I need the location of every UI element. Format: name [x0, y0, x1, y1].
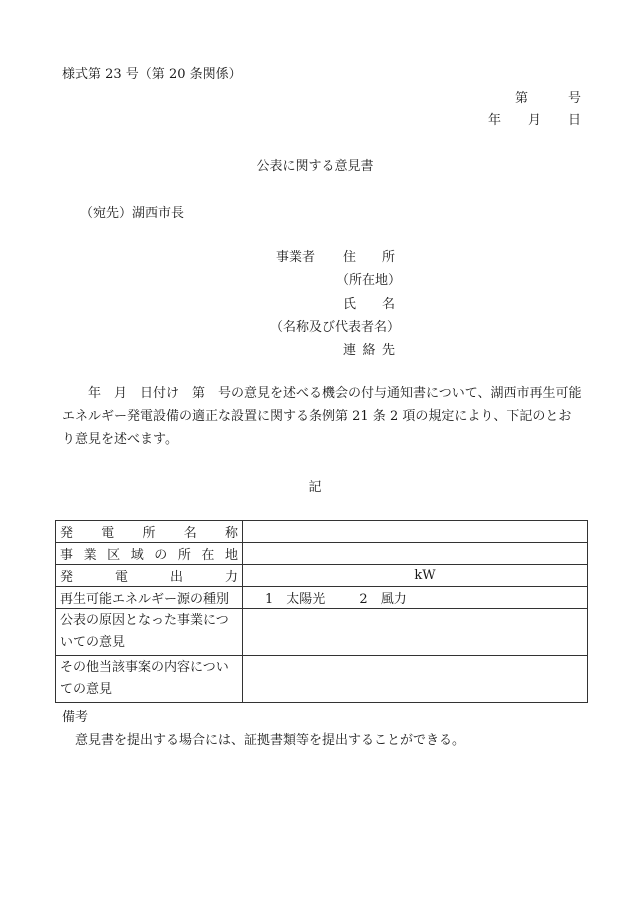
label-char: 業 [83, 548, 97, 563]
energy-type-label: 再生可能エネルギー源の種別 [56, 587, 243, 609]
power-output-label [56, 565, 243, 587]
body-paragraph: 年 月 日付け 第 号の意見を述べる機会の付与通知書について、湖西市再生可能エネルギー発電設備の適正な設置に関する条例第 21 条 2 項の規定により、下記のとおり意見を述べます。 [62, 386, 582, 447]
option-solar[interactable]: 1 太陽光 [265, 592, 326, 607]
label-char: 在 [201, 548, 215, 563]
label-char: 電 [101, 526, 115, 541]
org-name-label: （名称及び代表者名） [270, 320, 401, 335]
contact-char: 先 [381, 343, 395, 358]
kw-unit: kW [414, 568, 436, 583]
contact-char: 連 [343, 343, 357, 358]
table-row [56, 521, 588, 543]
applicant-label: 事業者 [276, 250, 316, 265]
label-char: の [154, 548, 168, 563]
address-char: 所 [381, 250, 395, 265]
location-label: （所在地） [336, 273, 402, 288]
publication-cause-opinion-field[interactable] [243, 609, 588, 656]
remarks-heading: 備考 [62, 710, 89, 725]
project-area-location-field[interactable] [243, 543, 588, 565]
label-char: 出 [169, 570, 183, 585]
power-output-field[interactable] [243, 565, 588, 587]
date-line [488, 113, 581, 129]
other-opinion-label: その他当該事案の内容についての意見 [56, 656, 243, 703]
address-char: 住 [343, 250, 357, 265]
power-plant-name-field[interactable] [243, 521, 588, 543]
option-wind[interactable]: 2 風力 [359, 592, 407, 607]
date-year: 年 [488, 113, 502, 128]
label-char: 区 [107, 548, 121, 563]
document-title: 公表に関する意見書 [256, 159, 374, 174]
power-plant-name-label [56, 521, 243, 543]
ki-heading: 記 [308, 480, 322, 495]
label-char: 域 [130, 548, 144, 563]
label-char: 力 [224, 570, 238, 585]
name-char: 名 [381, 297, 395, 312]
table-row [56, 587, 588, 609]
date-day: 日 [567, 113, 581, 128]
date-month: 月 [527, 113, 541, 128]
addressee: （宛先）湖西市長 [80, 206, 185, 221]
remarks-text: 意見書を提出する場合には、証拠書類等を提出することができる。 [75, 733, 466, 748]
label-char: 発 [60, 526, 74, 541]
contact-char: 絡 [362, 343, 376, 358]
label-char: 事 [60, 548, 74, 563]
publication-cause-opinion-label: 公表の原因となった事業についての意見 [56, 609, 243, 656]
label-char: 地 [224, 548, 238, 563]
project-area-location-label [56, 543, 243, 565]
energy-type-options [243, 587, 588, 609]
doc-number-dai: 第 [515, 91, 529, 106]
table-row [56, 543, 588, 565]
label-char: 名 [183, 526, 197, 541]
name-label [343, 297, 395, 313]
label-char: 称 [224, 526, 238, 541]
form-number: 様式第 23 号（第 20 条関係） [62, 67, 242, 82]
document-number-line [515, 91, 581, 107]
table-row [56, 565, 588, 587]
label-char: 所 [177, 548, 191, 563]
address-label [343, 250, 395, 266]
name-char: 氏 [343, 297, 357, 312]
label-char: 発 [60, 570, 74, 585]
table-row [56, 609, 588, 656]
contact-label [343, 343, 395, 359]
label-char: 所 [142, 526, 156, 541]
opinion-table [55, 520, 588, 703]
doc-number-go: 号 [567, 91, 581, 106]
table-row [56, 656, 588, 703]
other-opinion-field[interactable] [243, 656, 588, 703]
label-char: 電 [114, 570, 128, 585]
